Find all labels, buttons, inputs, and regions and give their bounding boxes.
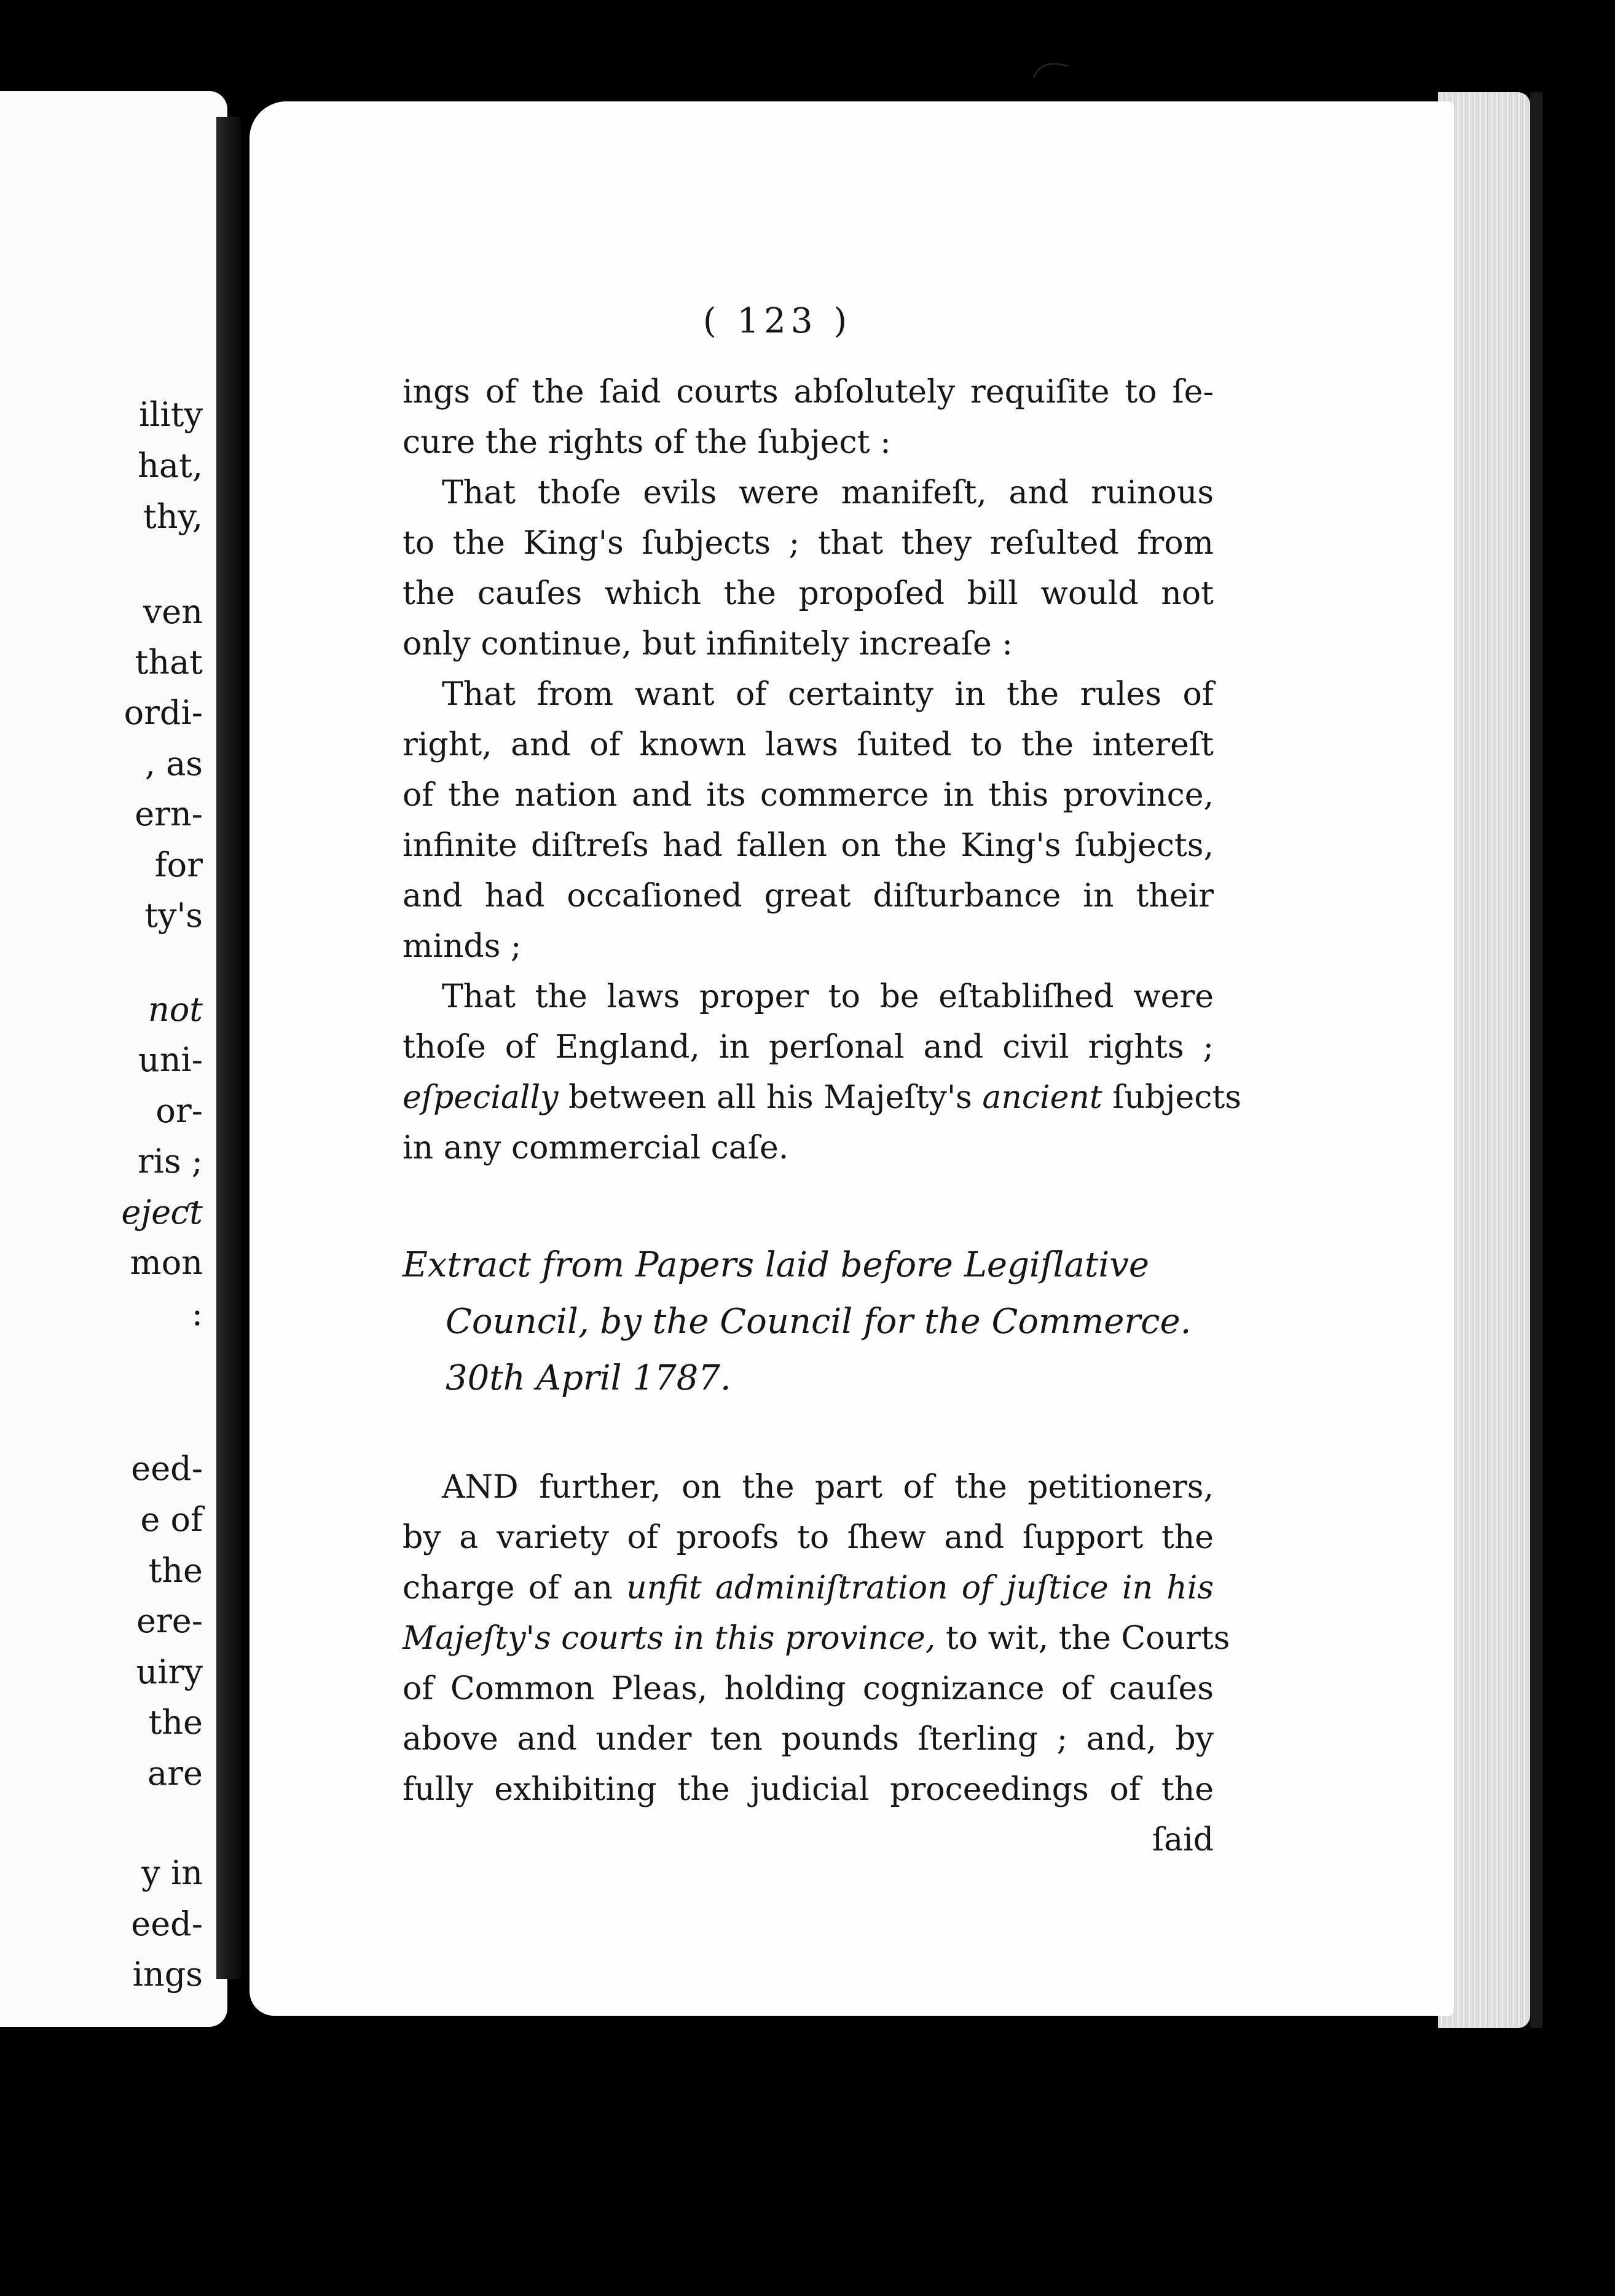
left-fragment: e of: [140, 1500, 203, 1539]
left-fragment: ordi-: [124, 693, 203, 732]
text-line: [403, 1563, 1214, 1613]
ink-mark-icon: [1032, 59, 1069, 80]
text-line: [403, 1613, 1230, 1664]
text-span: ſubjects: [1112, 1079, 1241, 1116]
text-line: That thoſe evils were manifeſt, and ruinous: [442, 474, 1214, 511]
heading-line: Extract from Papers laid before Legiſlative: [403, 1245, 1150, 1285]
page-number: ( 123 ): [702, 301, 852, 341]
left-fragment: hat,: [138, 446, 203, 485]
left-fragment: :: [191, 1294, 203, 1333]
text-line: of Common Pleas, holding cognizance of cauſes: [403, 1670, 1214, 1707]
left-fragment: are: [147, 1754, 203, 1793]
left-fragment: mon: [130, 1243, 203, 1282]
italic-span: unfit adminiſtration of juſtice in his: [626, 1570, 1214, 1606]
left-fragment: for: [154, 846, 203, 884]
paragraph: [403, 972, 1241, 1173]
italic-word: eſpecially: [403, 1079, 559, 1116]
text-line: of the nation and its commerce in this province,: [403, 777, 1214, 814]
paragraph: [403, 669, 1214, 972]
left-fragment: uni-: [138, 1040, 203, 1079]
left-fragment: the: [148, 1551, 203, 1590]
italic-word: ancient: [982, 1079, 1102, 1116]
left-fragment: the: [148, 1703, 203, 1742]
left-fragment: ility: [138, 395, 203, 434]
text-line: only continue, but infinitely increaſe :: [403, 626, 1013, 662]
text-line: [403, 1072, 1241, 1123]
page-edges-shadow: [1530, 92, 1542, 2028]
left-fragment: eed-: [131, 1905, 203, 1943]
left-fragment: eed-: [131, 1449, 203, 1488]
heading-line: 30th April 1787.: [446, 1358, 731, 1398]
text-line: minds ;: [403, 928, 522, 965]
section-heading: [403, 1237, 1214, 1407]
text-line: ings of the ſaid courts abſolutely requiſite to ſe-: [403, 374, 1214, 411]
catchword: ſaid: [1152, 1822, 1214, 1858]
left-fragment: , as: [144, 744, 203, 783]
text-line: above and under ten pounds ſterling ; and, by: [403, 1721, 1214, 1758]
left-fragment: not: [148, 990, 203, 1029]
paragraph-continuation: [403, 367, 1214, 468]
left-fragment: or-: [155, 1091, 203, 1130]
text-line: in any commercial caſe.: [403, 1130, 789, 1166]
left-fragment: ings: [132, 1955, 203, 1994]
text-line: and had occaſioned great diſturbance in their: [403, 878, 1214, 914]
text-line: That from want of certainty in the rules of: [442, 676, 1214, 713]
left-fragment: ejeƈt: [121, 1193, 203, 1232]
left-fragment: ty's: [144, 896, 203, 935]
text-line: cure the rights of the ſubject :: [403, 424, 891, 461]
text-line: infinite diſtreſs had fallen on the King's ſubjects,: [403, 827, 1214, 864]
text-line: right, and of known laws ſuited to the intereſt: [403, 726, 1214, 763]
left-fragment: uiry: [136, 1653, 203, 1691]
left-page: [0, 91, 227, 2027]
text-span: charge of an: [403, 1570, 613, 1606]
text-line: to the King's ſubjects ; that they reſulted from: [403, 525, 1214, 562]
left-fragment: ris ;: [137, 1142, 203, 1181]
text-span: to wit, the Courts: [945, 1620, 1230, 1657]
text-line: AND further, on the part of the petitioners,: [442, 1469, 1214, 1506]
left-fragment: ven: [143, 592, 203, 631]
italic-span: Majeſty's courts in this province,: [403, 1620, 936, 1657]
left-fragment: y in: [141, 1854, 203, 1892]
paragraph: [403, 468, 1214, 669]
page-content: [403, 301, 1241, 1865]
left-fragment: thy,: [143, 497, 203, 536]
text-line: by a variety of proofs to ſhew and ſupport the: [403, 1519, 1214, 1556]
left-fragment: ere-: [136, 1602, 203, 1640]
book-gutter: [216, 117, 241, 1979]
heading-line: Council, by the Council for the Commerce.: [446, 1302, 1192, 1342]
text-line: the cauſes which the propoſed bill would not: [403, 575, 1214, 612]
left-fragment: that: [135, 643, 203, 682]
text-line: That the laws proper to be eſtabliſhed were: [442, 978, 1214, 1015]
text-span: between all his Majeſty's: [568, 1079, 972, 1116]
left-fragment: ern-: [135, 795, 203, 833]
text-line: fully exhibiting the judicial proceedings of the: [403, 1771, 1214, 1808]
text-line: thoſe of England, in perſonal and civil rights ;: [403, 1029, 1214, 1066]
paragraph: [403, 1462, 1230, 1865]
